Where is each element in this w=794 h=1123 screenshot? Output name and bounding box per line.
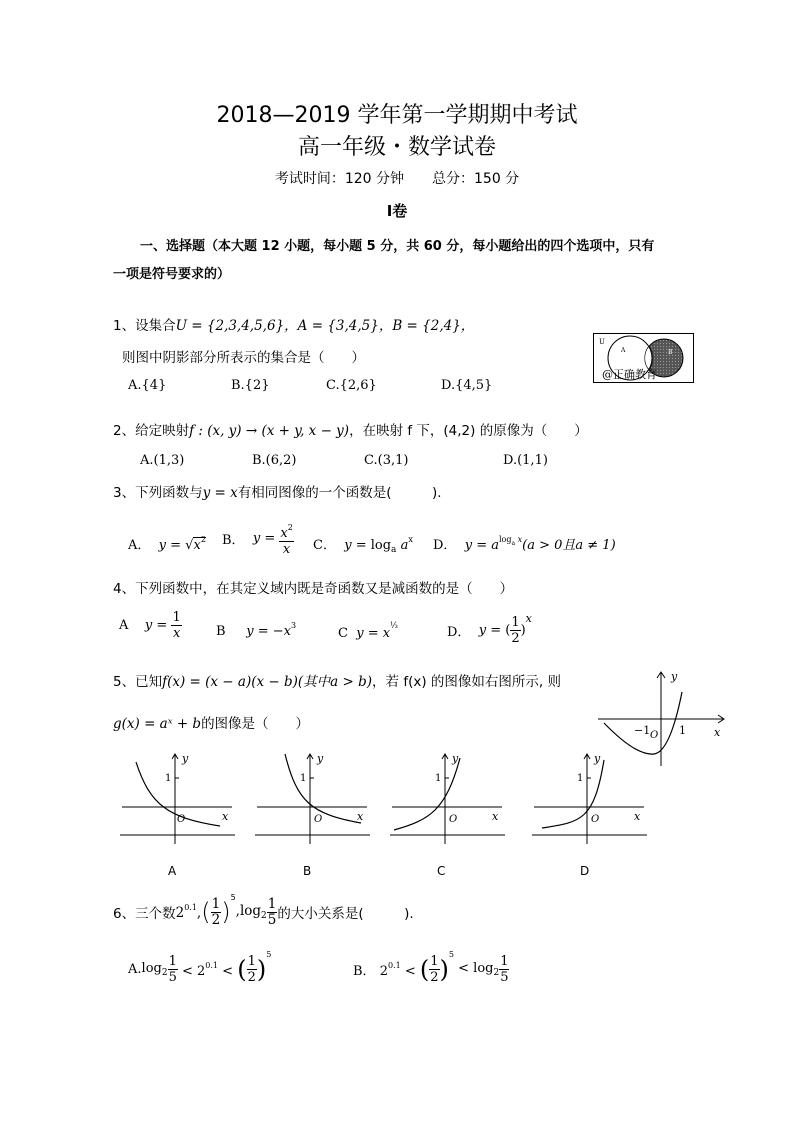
ref-origin: O <box>650 730 659 741</box>
q2-option-b: B.(6,2) <box>252 453 297 468</box>
q5-graph-d-label: D <box>580 864 590 878</box>
svg-text:y: y <box>594 752 601 765</box>
q3-option-a: A． $y = √x^2$ <box>128 535 206 553</box>
svg-text:y: y <box>317 752 324 765</box>
q2-option-a: A.(1,3) <box>140 453 185 468</box>
q5-graph-b-label: B <box>303 864 312 878</box>
q5-g-expr: g(x) = aˣ + b <box>113 716 202 732</box>
q4-option-d: D． y = ( $\frac{1}{2}$ )$^x$ <box>447 612 532 646</box>
q3-expr: y = x <box>202 485 238 501</box>
svg-text:x: x <box>634 810 641 823</box>
svg-text:O: O <box>449 814 458 825</box>
svg-text:x: x <box>357 810 364 823</box>
venn-b-label: B <box>668 349 673 356</box>
q1-expr: U = {2,3,4,5,6}，A = {3,4,5}，B = {2,4}， <box>175 318 475 334</box>
svg-text:y: y <box>182 752 189 765</box>
q5-line2 <box>113 712 309 732</box>
venn-a-label: A <box>621 347 626 354</box>
q1-option-d: D.{4,5} <box>441 378 493 393</box>
q5-expr: f(x) = (x − a)(x − b)(其中a > b) <box>162 674 373 690</box>
q3-prefix: 3、下列函数与 <box>113 485 203 501</box>
q1-option-b: B.{2} <box>231 378 270 393</box>
q3-option-c: C． $y = \log_a a^x$ <box>313 535 413 555</box>
section-heading-line1: 一、选择题（本大题 12 小题，每小题 5 分，共 60 分，每小题给出的四个选项中，只有 <box>140 239 655 254</box>
q5-line2-suffix: 的图像是（ ） <box>201 716 310 732</box>
q1-prefix: 1、设集合 <box>113 318 176 334</box>
q5-suffix: ，若 f(x) 的图像如右图所示, 则 <box>372 674 561 690</box>
svg-text:O: O <box>591 814 600 825</box>
q3-option-d: D． $y = a^{log_a x}(a > 0$且a ≠ 1) <box>433 535 616 553</box>
svg-text:O: O <box>177 814 186 825</box>
question-1 <box>113 314 474 334</box>
svg-text:1: 1 <box>165 773 172 784</box>
q3-option-d-condition: (a > 0且a ≠ 1) <box>522 538 616 553</box>
q3-option-b: B． y = $\frac{x^2}{x}$ <box>222 520 294 557</box>
q4-option-c: C $y = x^{\frac{1}{3}}$ <box>338 621 398 641</box>
question-4: 4、下列函数中，在其定义域内既是奇函数又是减函数的是（ ） <box>113 581 514 597</box>
ref-one: 1 <box>679 724 686 737</box>
exam-info: 考试时间：120 分钟 总分：150 分 <box>274 171 520 187</box>
q3-suffix: 有相同图像的一个函数是( ). <box>237 485 442 501</box>
q5-graph-c-label: C <box>437 864 446 878</box>
q6-option-b: B． $2^{0.1}$ < ( $\frac{1}{2}$ )$^5 < \log_2$ $\frac{1}{5}$ <box>353 950 509 985</box>
q2-suffix: ，在映射 f 下，(4,2) 的原像为（ ） <box>349 423 588 439</box>
svg-text:x: x <box>222 810 229 823</box>
venn-diagram <box>593 333 694 383</box>
svg-text:1: 1 <box>300 773 307 784</box>
ref-axis-y: y <box>671 670 678 683</box>
exam-subtitle: 高一年级・数学试卷 <box>297 135 496 160</box>
question-2 <box>113 419 588 439</box>
question-3 <box>113 481 442 501</box>
q1-option-c: C.{2,6} <box>326 378 377 393</box>
exam-title: 2018—2019 学年第一学期期中考试 <box>216 103 578 128</box>
section-heading-line2: 一项是符号要求的） <box>113 267 231 282</box>
svg-text:x: x <box>492 810 499 823</box>
q2-option-d: D.(1,1) <box>503 453 548 468</box>
q2-prefix: 2、给定映射 <box>113 423 190 439</box>
svg-text:1: 1 <box>577 773 584 784</box>
q5-graph-b <box>255 750 370 845</box>
svg-text:y: y <box>452 752 459 765</box>
q4-option-b: B $y = -x^3$ <box>216 621 297 639</box>
q2-option-c: C.(3,1) <box>364 453 409 468</box>
volume-label: Ⅰ卷 <box>386 202 408 220</box>
ref-axis-x: x <box>714 726 721 739</box>
venn-u-label: U <box>599 338 605 346</box>
q5-prefix: 5、已知 <box>113 674 163 690</box>
q5-graph-a <box>120 750 235 845</box>
question-6: 6、三个数$2^{0.1}$,( $\frac{1}{2}$ )$^5,\log_2$ $\frac{1}{5}$ 的大小关系是( ). <box>113 893 414 928</box>
q1-line2: 则图中阴影部分所表示的集合是（ ） <box>122 350 365 366</box>
question-5 <box>113 670 561 690</box>
svg-text:1: 1 <box>435 773 442 784</box>
q1-option-a: A.{4} <box>128 378 167 393</box>
q5-graph-c <box>390 750 505 845</box>
q5-graph-d <box>532 750 647 845</box>
ref-minus-one: −1 <box>634 724 651 737</box>
q4-option-a: A y = $\frac{1}{x}$ <box>119 610 181 641</box>
svg-text:O: O <box>314 814 323 825</box>
q5-graph-a-label: A <box>168 864 177 878</box>
venn-watermark: @正确教育 <box>602 368 657 381</box>
q2-expr: f : (x, y) → (x + y, x − y) <box>189 423 350 439</box>
q6-option-a: $A.\log_2$ $\frac{1}{5}$ < $2^{0.1}$ < ( $\frac{1}{2}$ )$^5$ <box>128 950 272 985</box>
